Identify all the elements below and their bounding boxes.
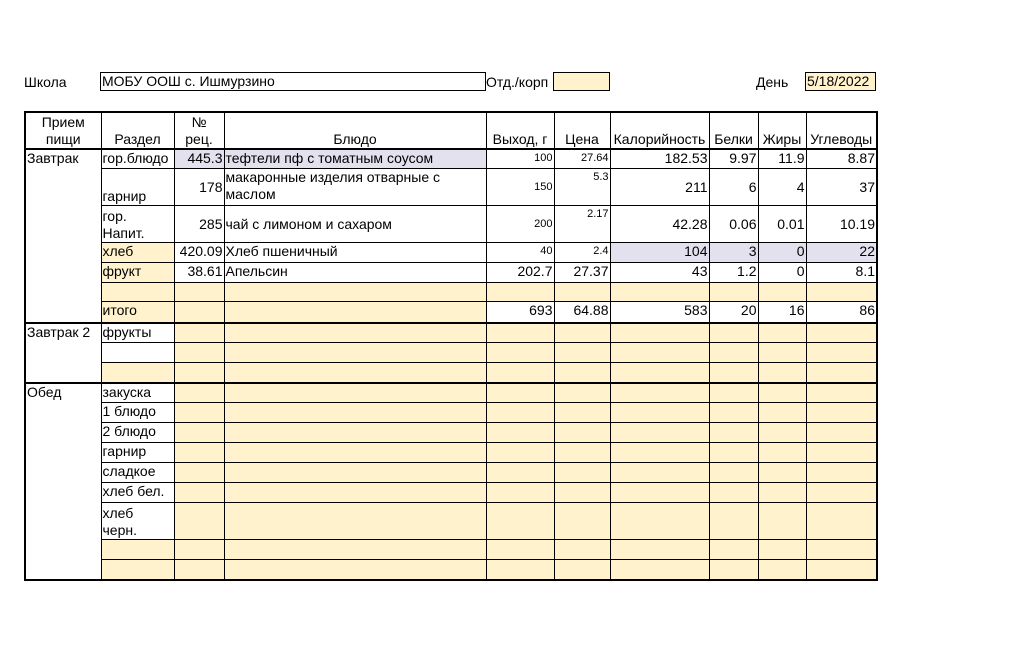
protein-cell[interactable] (709, 403, 758, 423)
meal-cell-empty (25, 343, 101, 363)
meal-cell-empty (25, 503, 101, 540)
carbs-cell[interactable]: 22 (806, 243, 877, 263)
calories-cell[interactable]: 42.28 (610, 206, 709, 243)
table-row (25, 503, 877, 540)
recipe-cell[interactable] (174, 323, 224, 343)
meal-cell-empty (25, 423, 101, 443)
dish-cell[interactable] (224, 463, 486, 483)
col-fat-header: Жиры (758, 112, 806, 149)
yield-cell[interactable] (486, 323, 554, 343)
yield-cell[interactable] (486, 540, 554, 560)
meal-cell-empty (25, 463, 101, 483)
recipe-cell[interactable] (174, 540, 224, 560)
calories-cell[interactable]: 211 (610, 169, 709, 206)
yield-cell[interactable] (486, 283, 554, 302)
table-row (25, 206, 877, 243)
section-cell[interactable] (101, 343, 174, 363)
col-recipe-header: № рец. (174, 112, 224, 149)
yield-cell[interactable] (486, 463, 554, 483)
fat-cell[interactable] (758, 483, 806, 503)
recipe-cell[interactable]: 285 (174, 206, 224, 243)
fat-cell[interactable]: 0.01 (758, 206, 806, 243)
table-row (25, 149, 877, 169)
protein-cell[interactable] (709, 423, 758, 443)
section-cell: гарнир (101, 169, 174, 206)
carbs-cell[interactable] (806, 503, 877, 540)
table-row (25, 443, 877, 463)
meal-cell-empty (25, 540, 101, 560)
price-cell[interactable]: 5.3 (554, 169, 610, 206)
yield-cell[interactable]: 202.7 (486, 263, 554, 283)
table-row (25, 403, 877, 423)
calories-cell[interactable]: 104 (610, 243, 709, 263)
table-row (25, 383, 877, 403)
dish-cell[interactable] (224, 383, 486, 403)
fat-cell[interactable] (758, 283, 806, 302)
col-price-header: Цена (554, 112, 610, 149)
total-row (25, 302, 877, 323)
recipe-cell[interactable] (174, 423, 224, 443)
calories-cell[interactable] (610, 560, 709, 580)
fat-cell[interactable] (758, 363, 806, 383)
protein-cell[interactable] (709, 363, 758, 383)
total-carbs: 86 (806, 302, 877, 323)
table-row (25, 363, 877, 383)
price-cell[interactable] (554, 403, 610, 423)
fat-cell[interactable] (758, 383, 806, 403)
carbs-cell[interactable]: 10.19 (806, 206, 877, 243)
section-cell: хлеб бел. (101, 483, 174, 503)
price-cell[interactable]: 2.17 (554, 206, 610, 243)
recipe-cell[interactable] (174, 363, 224, 383)
price-cell[interactable] (554, 283, 610, 302)
protein-cell[interactable] (709, 560, 758, 580)
dish-cell[interactable]: тефтели пф с томатным соусом (224, 149, 486, 169)
total-label: итого (101, 302, 174, 323)
col-yield-header: Выход, г (486, 112, 554, 149)
fat-cell[interactable] (758, 343, 806, 363)
section-cell: хлеб (101, 243, 174, 263)
dept-field[interactable] (553, 72, 610, 91)
dish-cell[interactable] (224, 363, 486, 383)
table-row (25, 283, 877, 302)
menu-table (24, 111, 878, 581)
meal-cell: Завтрак 2 (25, 323, 101, 343)
price-cell[interactable]: 27.64 (554, 149, 610, 169)
fat-cell[interactable] (758, 443, 806, 463)
calories-cell[interactable] (610, 343, 709, 363)
calories-cell[interactable] (610, 463, 709, 483)
protein-cell[interactable] (709, 483, 758, 503)
carbs-cell[interactable] (806, 560, 877, 580)
table-row (25, 560, 877, 580)
section-cell[interactable] (101, 560, 174, 580)
carbs-cell[interactable] (806, 540, 877, 560)
carbs-cell[interactable] (806, 383, 877, 403)
dish-cell[interactable] (224, 560, 486, 580)
calories-cell[interactable]: 43 (610, 263, 709, 283)
col-protein-header: Белки (709, 112, 758, 149)
meal-cell-empty (25, 483, 101, 503)
carbs-cell[interactable] (806, 483, 877, 503)
carbs-cell[interactable]: 8.1 (806, 263, 877, 283)
carbs-cell[interactable] (806, 443, 877, 463)
protein-cell[interactable] (709, 283, 758, 302)
total-price: 64.88 (554, 302, 610, 323)
calories-cell[interactable] (610, 503, 709, 540)
fat-cell[interactable]: 11.9 (758, 149, 806, 169)
calories-cell[interactable] (610, 540, 709, 560)
protein-cell[interactable] (709, 443, 758, 463)
table-row (25, 483, 877, 503)
fat-cell[interactable] (758, 423, 806, 443)
recipe-cell[interactable]: 420.09 (174, 243, 224, 263)
col-dish-header: Блюдо (224, 112, 486, 149)
price-cell[interactable] (554, 483, 610, 503)
recipe-cell[interactable] (174, 560, 224, 580)
col-carbs-header: Углеводы (806, 112, 877, 149)
dept-label: Отд./корп (486, 74, 549, 90)
fat-cell[interactable] (758, 540, 806, 560)
section-cell: 1 блюдо (101, 403, 174, 423)
col-calories-header: Калорийность (610, 112, 709, 149)
total-fat: 16 (758, 302, 806, 323)
meal-cell-empty (25, 403, 101, 423)
yield-cell[interactable]: 200 (486, 206, 554, 243)
price-cell[interactable] (554, 383, 610, 403)
meal-cell-empty (25, 560, 101, 580)
carbs-cell[interactable] (806, 363, 877, 383)
section-cell: фрукты (101, 323, 174, 343)
meal-cell-empty (25, 243, 101, 263)
carbs-cell[interactable] (806, 403, 877, 423)
recipe-cell[interactable] (174, 443, 224, 463)
fat-cell[interactable] (758, 463, 806, 483)
col-section-header: Раздел (101, 112, 174, 149)
section-cell: закуска (101, 383, 174, 403)
section-cell: гор. Напит. (101, 206, 174, 243)
yield-cell[interactable] (486, 363, 554, 383)
meal-cell: Обед (25, 383, 101, 403)
price-cell[interactable]: 27.37 (554, 263, 610, 283)
protein-cell[interactable]: 9.97 (709, 149, 758, 169)
calories-cell[interactable] (610, 403, 709, 423)
yield-cell[interactable] (486, 443, 554, 463)
protein-cell[interactable]: 6 (709, 169, 758, 206)
dish-cell[interactable] (224, 403, 486, 423)
yield-cell[interactable] (486, 483, 554, 503)
total-protein: 20 (709, 302, 758, 323)
recipe-cell[interactable]: 445.3 (174, 149, 224, 169)
section-cell[interactable] (101, 540, 174, 560)
price-cell[interactable] (554, 363, 610, 383)
recipe-cell[interactable] (174, 383, 224, 403)
protein-cell[interactable] (709, 383, 758, 403)
table-row (25, 423, 877, 443)
fat-cell[interactable] (758, 323, 806, 343)
calories-cell[interactable] (610, 423, 709, 443)
protein-cell[interactable] (709, 540, 758, 560)
meal-cell-empty (25, 363, 101, 383)
calories-cell[interactable] (610, 383, 709, 403)
carbs-cell[interactable] (806, 463, 877, 483)
protein-cell[interactable] (709, 343, 758, 363)
yield-cell[interactable] (486, 560, 554, 580)
table-row (25, 343, 877, 363)
dish-cell[interactable]: Апельсин (224, 263, 486, 283)
section-cell: гарнир (101, 443, 174, 463)
recipe-cell[interactable]: 38.61 (174, 263, 224, 283)
carbs-cell[interactable]: 8.87 (806, 149, 877, 169)
calories-cell[interactable] (610, 483, 709, 503)
recipe-cell (174, 302, 224, 323)
fat-cell[interactable] (758, 560, 806, 580)
fat-cell[interactable] (758, 503, 806, 540)
recipe-cell[interactable] (174, 403, 224, 423)
fat-cell[interactable]: 0 (758, 243, 806, 263)
price-cell[interactable] (554, 463, 610, 483)
protein-cell[interactable] (709, 323, 758, 343)
calories-cell[interactable] (610, 363, 709, 383)
calories-cell[interactable] (610, 283, 709, 302)
recipe-cell[interactable] (174, 483, 224, 503)
meal-cell-empty (25, 263, 101, 283)
meal-cell-empty (25, 302, 101, 323)
fat-cell[interactable]: 0 (758, 263, 806, 283)
table-row (25, 243, 877, 263)
recipe-cell[interactable] (174, 283, 224, 302)
total-calories: 583 (610, 302, 709, 323)
day-field[interactable]: 5/18/2022 (805, 72, 876, 91)
meal-cell-empty (25, 443, 101, 463)
col-meal-header: Прием пищи (25, 112, 101, 149)
table-row (25, 169, 877, 206)
carbs-cell[interactable] (806, 343, 877, 363)
protein-cell[interactable]: 1.2 (709, 263, 758, 283)
section-cell[interactable] (101, 283, 174, 302)
protein-cell[interactable] (709, 463, 758, 483)
school-label: Школа (24, 74, 67, 90)
table-row (25, 323, 877, 343)
meal-cell-empty (25, 169, 101, 206)
yield-cell[interactable]: 40 (486, 243, 554, 263)
dish-cell[interactable] (224, 503, 486, 540)
meal-cell-empty (25, 206, 101, 243)
yield-cell[interactable] (486, 383, 554, 403)
recipe-cell[interactable] (174, 503, 224, 540)
section-cell[interactable] (101, 363, 174, 383)
dish-cell[interactable]: Хлеб пшеничный (224, 243, 486, 263)
fat-cell[interactable]: 4 (758, 169, 806, 206)
price-cell[interactable] (554, 503, 610, 540)
recipe-cell[interactable]: 178 (174, 169, 224, 206)
section-cell: фрукт (101, 263, 174, 283)
dish-cell[interactable] (224, 343, 486, 363)
section-cell: сладкое (101, 463, 174, 483)
recipe-cell[interactable] (174, 463, 224, 483)
yield-cell[interactable] (486, 403, 554, 423)
table-row (25, 263, 877, 283)
price-cell[interactable] (554, 323, 610, 343)
protein-cell[interactable] (709, 503, 758, 540)
calories-cell[interactable]: 182.53 (610, 149, 709, 169)
yield-cell[interactable] (486, 343, 554, 363)
table-row (25, 463, 877, 483)
dish-cell[interactable] (224, 283, 486, 302)
carbs-cell[interactable] (806, 283, 877, 302)
price-cell[interactable] (554, 423, 610, 443)
recipe-cell[interactable] (174, 343, 224, 363)
section-cell: 2 блюдо (101, 423, 174, 443)
carbs-cell[interactable]: 37 (806, 169, 877, 206)
section-cell: хлеб черн. (101, 503, 174, 540)
dish-cell[interactable] (224, 483, 486, 503)
dish-cell[interactable] (224, 540, 486, 560)
carbs-cell[interactable] (806, 423, 877, 443)
protein-cell[interactable]: 3 (709, 243, 758, 263)
dish-cell[interactable]: чай с лимоном и сахаром (224, 206, 486, 243)
price-cell[interactable] (554, 343, 610, 363)
yield-cell[interactable] (486, 423, 554, 443)
calories-cell[interactable] (610, 323, 709, 343)
calories-cell[interactable] (610, 443, 709, 463)
table-row (25, 540, 877, 560)
fat-cell[interactable] (758, 403, 806, 423)
price-cell[interactable] (554, 443, 610, 463)
meal-cell: Завтрак (25, 149, 101, 169)
price-cell[interactable]: 2.4 (554, 243, 610, 263)
yield-cell[interactable]: 150 (486, 169, 554, 206)
school-field[interactable]: МОБУ ООШ с. Ишмурзино (100, 72, 486, 91)
yield-cell[interactable] (486, 503, 554, 540)
price-cell[interactable] (554, 540, 610, 560)
price-cell[interactable] (554, 560, 610, 580)
dish-cell (224, 302, 486, 323)
yield-cell[interactable]: 100 (486, 149, 554, 169)
dish-cell[interactable] (224, 423, 486, 443)
dish-cell[interactable] (224, 323, 486, 343)
dish-cell[interactable]: макаронные изделия отварные с маслом (224, 169, 486, 206)
meal-cell-empty (25, 283, 101, 302)
day-label: День (756, 74, 789, 90)
protein-cell[interactable]: 0.06 (709, 206, 758, 243)
section-cell: гор.блюдо (101, 149, 174, 169)
carbs-cell[interactable] (806, 323, 877, 343)
total-yield: 693 (486, 302, 554, 323)
dish-cell[interactable] (224, 443, 486, 463)
